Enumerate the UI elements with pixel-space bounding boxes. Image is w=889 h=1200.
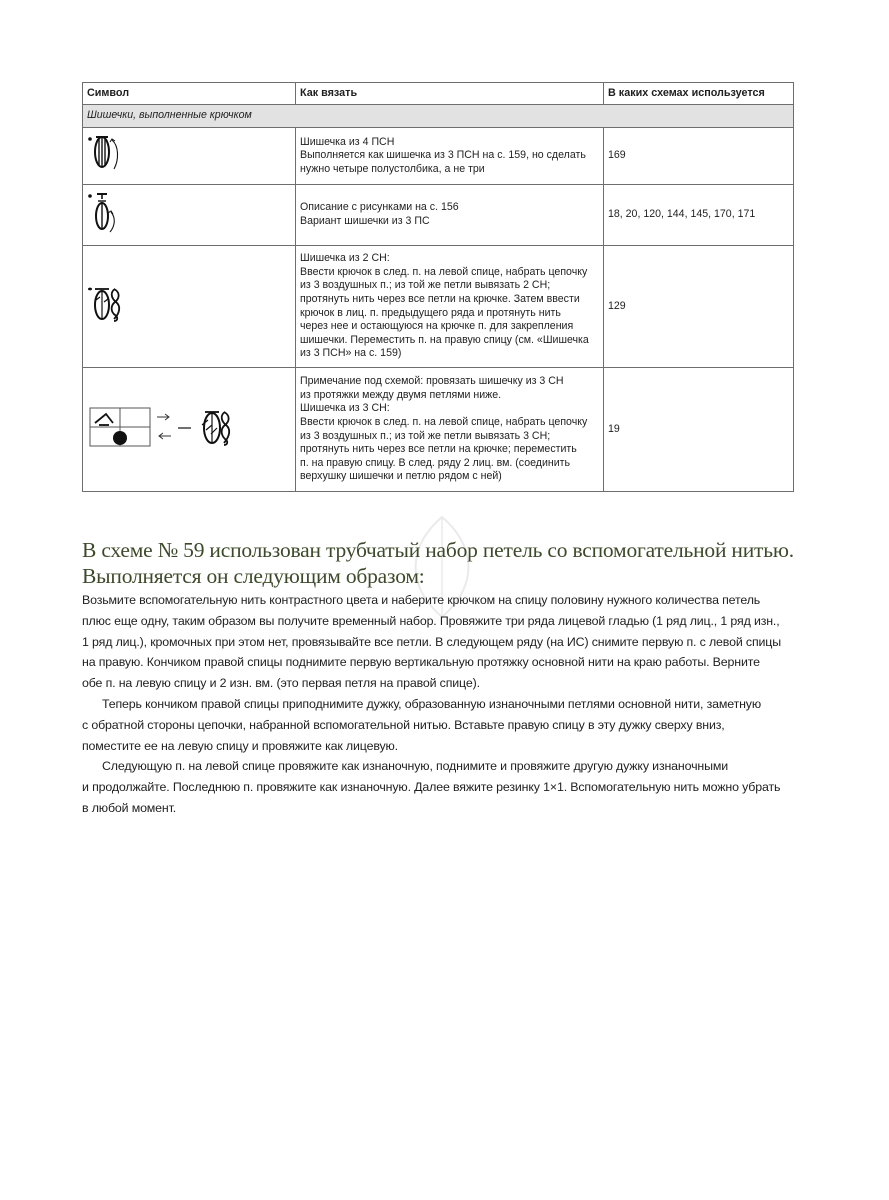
bobble-3-tr-chart-icon (87, 406, 237, 448)
description-cell: Описание с рисунками на с. 156 Вариант шишечки из 3 ПС (296, 185, 604, 246)
section-heading (82, 537, 802, 589)
symbol-cell (83, 246, 296, 368)
header-schemes: В каких схемах используется (604, 83, 794, 105)
heading-line-2: Выполняется он следующим образом: (82, 564, 425, 588)
heading-line-1: В схеме № 59 использован трубчатый набор петель со вспомогательной нитью. (82, 538, 794, 562)
bobble-4-hdc-icon (87, 132, 127, 176)
description-cell: Шишечка из 4 ПСН Выполняется как шишечка из 3 ПСН на с. 159, но сделать нужно четыре полустолбика, а не три (296, 128, 604, 185)
schemes-cell: 19 (604, 368, 794, 492)
schemes-cell: 129 (604, 246, 794, 368)
schemes-cell: 169 (604, 128, 794, 185)
symbol-cell (83, 368, 296, 492)
header-symbol: Символ (83, 83, 296, 105)
instructions-body (82, 590, 812, 819)
table-row (83, 246, 794, 368)
bobble-3-dc-variant-icon (87, 190, 127, 236)
table-section-row (83, 105, 794, 128)
paragraph-3: Следующую п. на левой спице провяжите как изнаночную, поднимите и провяжите другую дужку изнаночными и продолжайте. Последнюю п. провяжите как изнаночную. Далее вяжите резинку 1×1. Вспомогательную нить можно убрать в любой момент. (82, 759, 781, 815)
bobble-2-tr-icon (87, 286, 131, 322)
description-cell: Шишечка из 2 СН: Ввести крючок в след. п. на левой спице, набрать цепочку из 3 воздушных п.; из той же петли вывязать 2 СН; протянуть нить через все петли на крючке. Затем ввести крючок в лиц. п. предыдущего ряда и протянуть нить через нее и остающуюся на крючке п. для закрепления шишечки. Переместить п. на правую спицу (см. «Шишечка из 3 ПСН» на с. 159) (296, 246, 604, 368)
section-title: Шишечки, выполненные крючком (83, 105, 794, 128)
table-row (83, 128, 794, 185)
symbols-table-container (82, 82, 793, 492)
symbols-table (82, 82, 794, 492)
paragraph-2: Теперь кончиком правой спицы приподнимите дужку, образованную изнаночными петлями основной нити, заметную с обратной стороны цепочки, набранной вспомогательной нитью. Вставьте правую спицу в эту дужку сверху вниз, поместите ее на левую спицу и провяжите как лицевую. (82, 696, 761, 753)
header-how-to-knit: Как вязать (296, 83, 604, 105)
table-header-row (83, 83, 794, 105)
table-row (83, 185, 794, 246)
schemes-cell: 18, 20, 120, 144, 145, 170, 171 (604, 185, 794, 246)
paragraph-1: Возьмите вспомогательную нить контрастного цвета и наберите крючком на спицу половину нужного количества петель плюс еще одну, таким образом вы получите временный набор. Провяжите три ряда лицевой гладью (1 ряд лиц., 1 ряд изн., 1 ряд лиц.), кромочных при этом нет, провязывайте все петли. В следующем ряду (на ИС) снимите первую п. с левой спицы на правую. Кончиком правой спицы поднимите первую вертикальную протяжку основной нити на краю работы. Верните обе п. на левую спицу и 2 изн. вм. (это первая петля на правой спице). (82, 593, 781, 691)
symbol-cell (83, 185, 296, 246)
description-cell: Примечание под схемой: провязать шишечку из 3 СН из протяжки между двумя петлями ниже. Шишечка из 3 СН: Ввести крючок в след. п. на левой спице, набрать цепочку из 3 воздушных п.; из той же петли вывязать 3 СН; протянуть нить через все петли на крючке; переместить п. на правую спицу. В след. ряду 2 лиц. вм. (соединить верхушку шишечки и петлю рядом с ней) (296, 368, 604, 492)
table-row (83, 368, 794, 492)
symbol-cell (83, 128, 296, 185)
